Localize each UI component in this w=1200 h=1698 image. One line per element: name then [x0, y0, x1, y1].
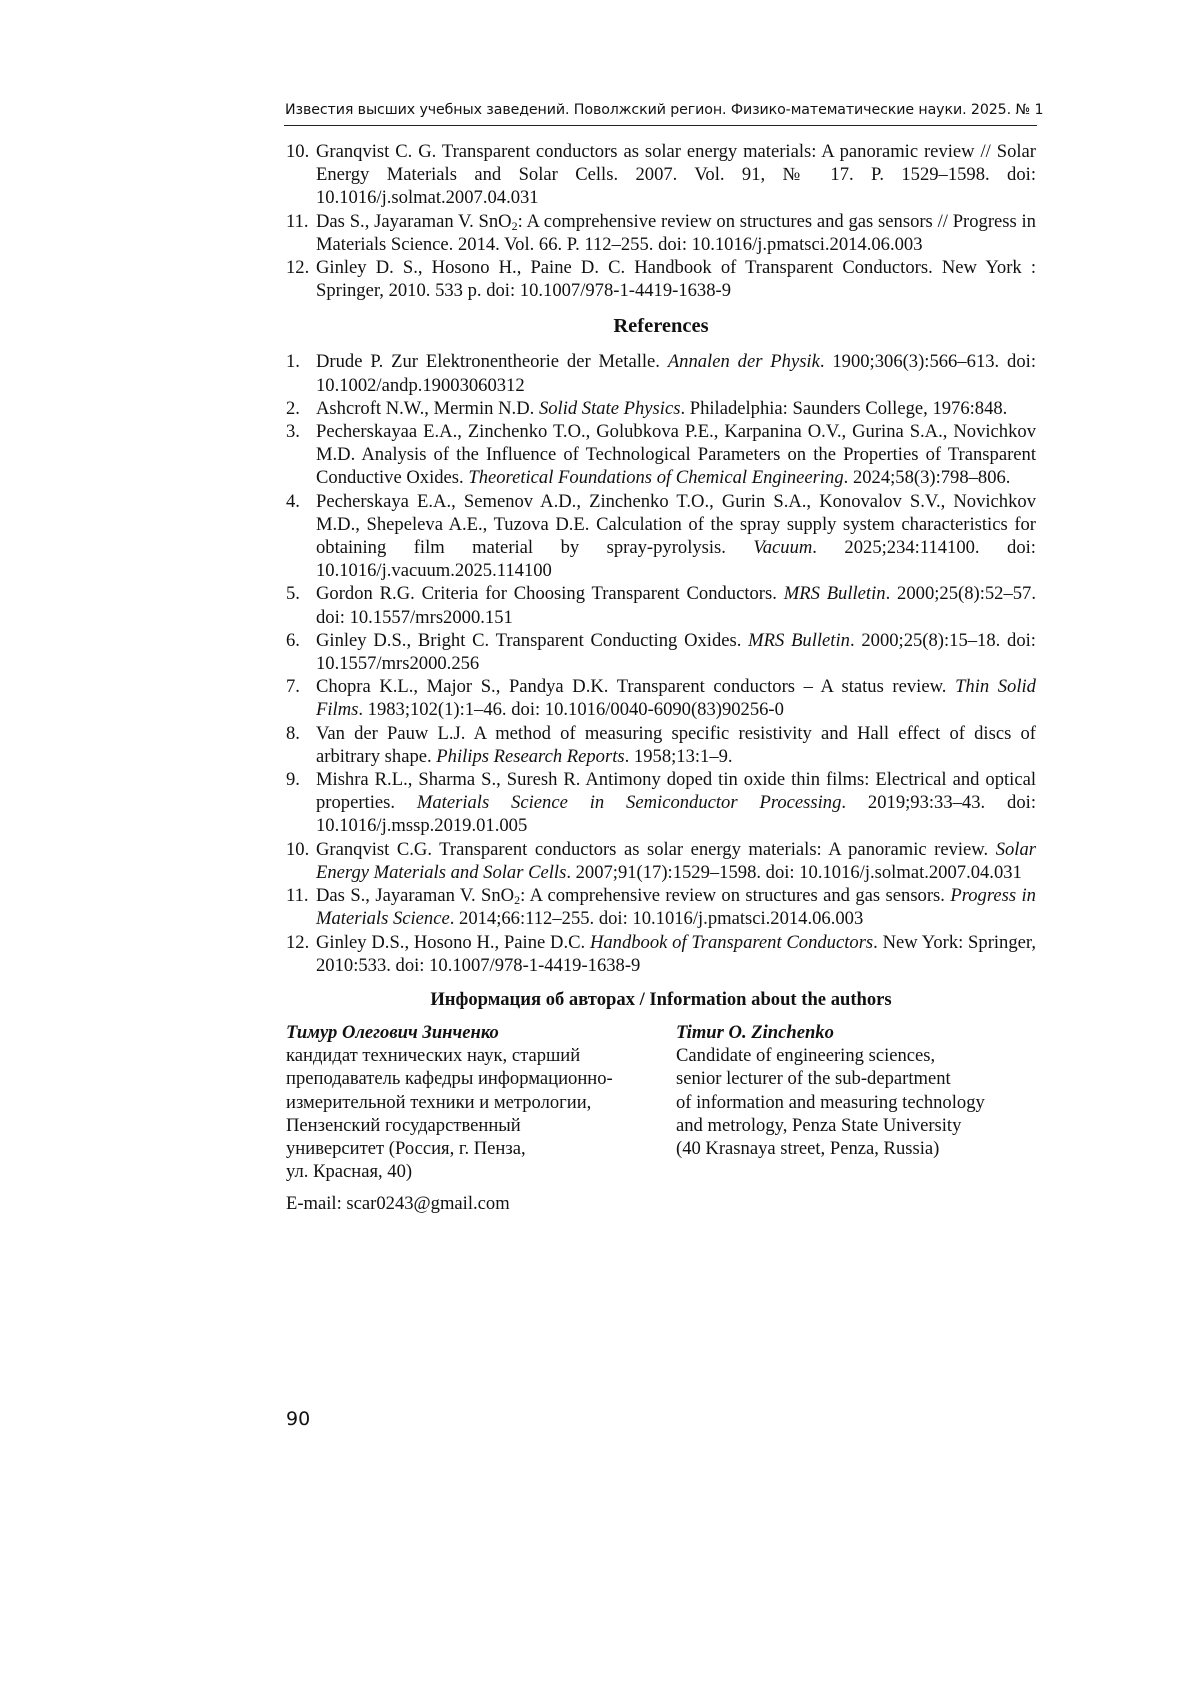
reference-text-part: : A comprehensive review on structures and gas sensors // Progress in Materials Science. 2014. Vol. 66. P. 112–255. doi: 10.1016/j.pmatsci.2014.06.003 — [316, 210, 1036, 255]
reference-text-part: 2 — [511, 218, 518, 233]
reference-text-part: . 2007;91(17):1529–1598. doi: 10.1016/j.solmat.2007.04.031 — [566, 861, 1022, 883]
english-reference-list — [286, 350, 1036, 976]
author-en — [676, 1021, 1036, 1216]
page-number: 90 — [286, 1408, 311, 1430]
reference-item — [286, 350, 1036, 396]
reference-source-title: Thin Solid Films — [316, 676, 1036, 721]
reference-text-part: Drude P. Zur Elektronentheorie der Metalle. — [316, 351, 668, 373]
reference-text-part: . New York: Springer, 2010:533. doi: 10.1007/978-1-4419-1638-9 — [316, 931, 1036, 976]
author-ru-line: Пензенский государственный — [286, 1114, 521, 1136]
reference-text — [316, 768, 1036, 838]
reference-item — [286, 884, 1036, 930]
reference-number: 7. — [286, 676, 300, 698]
reference-source-title: Solid State Physics — [538, 397, 681, 419]
reference-item — [286, 420, 1036, 490]
author-ru-line: преподаватель кафедры информационно- — [286, 1068, 613, 1090]
reference-number: 11. — [286, 885, 309, 907]
reference-text — [316, 629, 1036, 675]
reference-item — [286, 140, 1036, 210]
reference-text-part: : A comprehensive review on structures and gas sensors. — [520, 885, 951, 907]
author-en-line: (40 Krasnaya street, Penza, Russia) — [676, 1137, 940, 1159]
reference-text-part: Ginley D. S., Hosono H., Paine D. C. Handbook of Transparent Conductors. New York : Springer, 2010. 533 p. doi: 10.1007/978-1-4419-1638-9 — [316, 257, 1036, 302]
reference-number: 3. — [286, 421, 300, 443]
reference-text-part: . 2000;25(8):15–18. doi: 10.1557/mrs2000.256 — [316, 629, 1036, 675]
author-en-line: Candidate of engineering sciences, — [676, 1045, 936, 1067]
reference-item — [286, 768, 1036, 838]
reference-source-title: Solar Energy Materials and Solar Cells — [316, 838, 1036, 883]
reference-text-part: Das S., Jayaraman V. SnO — [316, 210, 512, 232]
reference-item — [286, 397, 1036, 420]
reference-number: 4. — [286, 490, 300, 512]
reference-text-part: Van der Pauw L.J. A method of measuring specific resistivity and Hall effect of discs of arbitrary shape. — [316, 722, 1036, 767]
reference-text-part: . 2024;58(3):798–806. — [843, 467, 1011, 489]
authors-heading: Информация об авторах / Information about the authors — [430, 988, 892, 1010]
reference-number: 2. — [286, 397, 300, 419]
reference-text-part: . 1900;306(3):566–613. doi: 10.1002/andp.19003060312 — [316, 351, 1036, 396]
reference-text — [316, 931, 1036, 977]
reference-source-title: Handbook of Transparent Conductors — [589, 931, 874, 953]
reference-source-title: Materials Science in Semiconductor Processing — [416, 792, 842, 814]
reference-text-part: . 1983;102(1):1–46. doi: 10.1016/0040-6090(83)90256-0 — [358, 699, 784, 721]
reference-source-title: Philips Research Reports — [436, 745, 625, 767]
reference-text — [316, 838, 1036, 884]
author-ru-line: кандидат технических наук, старший — [286, 1045, 581, 1067]
reference-item — [286, 722, 1036, 768]
reference-number: 12. — [286, 257, 310, 279]
reference-item — [286, 931, 1036, 977]
authors-block — [286, 1021, 1036, 1216]
reference-text-part: Granqvist C.G. Transparent conductors as solar energy materials: A panoramic review. — [316, 838, 996, 860]
reference-text-part: Granqvist C. G. Transparent conductors as solar energy materials: A panoramic review // Solar Energy Materials and Solar Cells. 2007. Vol. 91, № 17. P. 1529–1598. doi: 10.1016/j.solmat.2007.04.031 — [316, 141, 1036, 209]
reference-text — [316, 490, 1036, 583]
page-body — [286, 140, 1036, 1216]
author-en-name: Timur O. Zinchenko — [676, 1021, 834, 1043]
reference-text — [316, 397, 1036, 420]
running-header: Известия высших учебных заведений. Поволжский регион. Физико-математические науки. 2025. № 1 — [285, 102, 1044, 118]
reference-text-part: . 2014;66:112–255. doi: 10.1016/j.pmatsci.2014.06.003 — [449, 908, 864, 930]
reference-text-part: Ginley D.S., Bright C. Transparent Conducting Oxides. — [316, 629, 749, 651]
author-en-line: of information and measuring technology — [676, 1091, 985, 1113]
reference-text — [316, 884, 1036, 930]
reference-text — [316, 582, 1036, 628]
author-en-line: and metrology, Penza State University — [676, 1114, 962, 1136]
author-ru-line: университет (Россия, г. Пенза, — [286, 1137, 526, 1159]
reference-item — [286, 838, 1036, 884]
author-ru-name: Тимур Олегович Зинченко — [286, 1021, 499, 1043]
references-heading: References — [613, 315, 709, 338]
reference-text — [316, 140, 1036, 210]
reference-number: 6. — [286, 629, 300, 651]
reference-text-part: Pecherskaya E.A., Semenov A.D., Zinchenko T.O., Gurin S.A., Konovalov S.V., Novichkov M.D., Shepeleva A.E., Tuzova D.E. Calculation of the spray supply system characteristics for obtaining film material by spray-pyrolysis. — [316, 490, 1036, 559]
reference-text-part: . 2019;93:33–43. doi: 10.1016/j.mssp.2019.01.005 — [316, 792, 1036, 837]
author-ru-line: измерительной техники и метрологии, — [286, 1091, 592, 1113]
reference-text — [316, 722, 1036, 768]
author-ru — [286, 1021, 646, 1216]
reference-text-part: Gordon R.G. Criteria for Choosing Transparent Conductors. — [316, 583, 784, 605]
reference-item — [286, 490, 1036, 583]
reference-text-part: Ginley D.S., Hosono H., Paine D.C. — [316, 931, 590, 953]
author-email: E-mail: scar0243@gmail.com — [286, 1193, 510, 1215]
reference-text — [316, 210, 1036, 256]
reference-text-part: . 2025;234:114100. doi: 10.1016/j.vacuum.2025.114100 — [316, 537, 1036, 582]
russian-reference-list — [286, 140, 1036, 302]
reference-item — [286, 210, 1036, 256]
reference-text-part: . 2000;25(8):52–57. doi: 10.1557/mrs2000.151 — [316, 583, 1036, 628]
reference-text-part: Pecherskayaa E.A., Zinchenko T.O., Golubkova P.E., Karpanina O.V., Gurina S.A., Novichkov M.D. Analysis of the Influence of Technological Parameters on the Properties of Transparent Conductive Oxides. — [316, 421, 1036, 489]
header-rule — [284, 125, 1037, 126]
reference-number: 1. — [286, 351, 300, 373]
author-en-line: senior lecturer of the sub-department — [676, 1068, 951, 1090]
reference-number: 9. — [286, 769, 300, 791]
reference-text-part: Chopra K.L., Major S., Pandya D.K. Transparent conductors – A status review. — [316, 676, 956, 698]
reference-item — [286, 582, 1036, 628]
reference-item — [286, 256, 1036, 302]
reference-text-part: Mishra R.L., Sharma S., Suresh R. Antimony doped tin oxide thin films: Electrical and optical properties. — [316, 769, 1036, 814]
reference-source-title: Theoretical Foundations of Chemical Engineering — [468, 467, 844, 489]
reference-number: 12. — [286, 931, 310, 953]
reference-text-part: . 1958;13:1–9. — [624, 745, 733, 767]
reference-item — [286, 629, 1036, 675]
reference-text-part: . Philadelphia: Saunders College, 1976:848. — [680, 397, 1008, 419]
reference-text-part: 2 — [514, 893, 521, 908]
reference-number: 8. — [286, 722, 300, 744]
reference-text-part: Das S., Jayaraman V. SnO — [316, 885, 515, 907]
reference-source-title: Annalen der Physik — [667, 351, 820, 373]
reference-number: 10. — [286, 141, 310, 162]
reference-text — [316, 256, 1036, 302]
reference-number: 11. — [286, 210, 309, 232]
reference-source-title: Progress in Materials Science — [316, 885, 1036, 930]
reference-source-title: Vacuum — [753, 537, 813, 559]
reference-item — [286, 675, 1036, 721]
reference-text — [316, 420, 1036, 490]
reference-text-part: Ashcroft N.W., Mermin N.D. — [316, 397, 539, 419]
reference-source-title: MRS Bulletin — [748, 629, 850, 651]
reference-source-title: MRS Bulletin — [783, 583, 886, 605]
reference-text — [316, 350, 1036, 396]
reference-number: 10. — [286, 838, 310, 860]
reference-text — [316, 675, 1036, 721]
reference-number: 5. — [286, 583, 300, 605]
author-ru-line: ул. Красная, 40) — [286, 1161, 413, 1183]
